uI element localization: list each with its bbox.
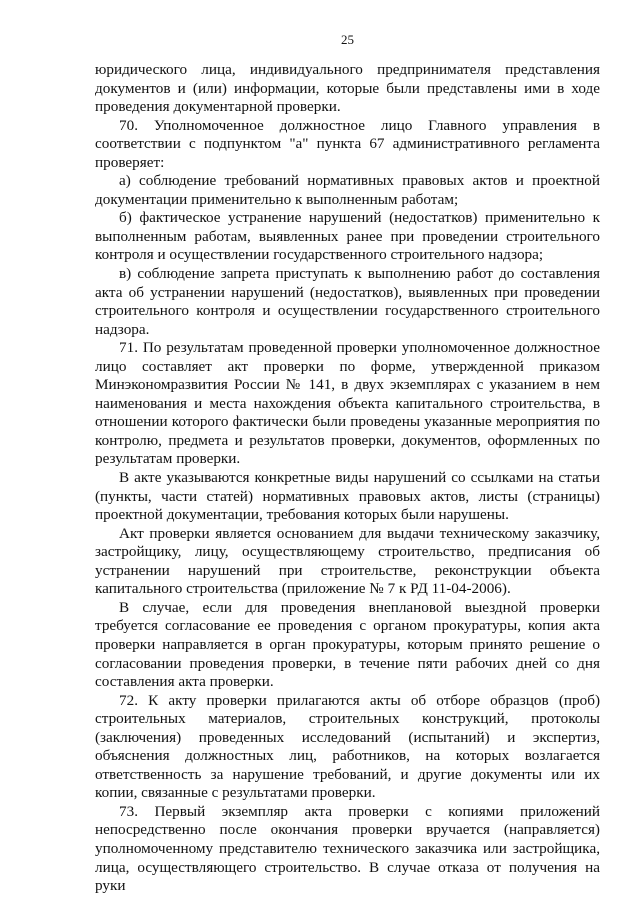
- paragraph-continuation: юридического лица, индивидуального предпринимателя представления документов и (или) информации, которые были представлены ими в ходе проведения документарной проверки.: [95, 61, 600, 116]
- document-body: [95, 61, 600, 896]
- paragraph-subitem-b: б) фактическое устранение нарушений (недостатков) применительно к выполненным работам, выявленных ранее при проведении строительного контроля и осуществлении государственного строительного надзора;: [95, 209, 600, 264]
- paragraph-prosecutor: В случае, если для проведения внеплановой выездной проверки требуется согласование ее проведения с органом прокуратуры, копия акта проверки направляется в орган прокуратуры, которым принято решение о согласовании проведения проверки, в течение пяти рабочих дней со дня составления акта проверки.: [95, 598, 600, 691]
- paragraph-basis: Акт проверки является основанием для выдачи техническому заказчику, застройщику, лицу, осуществляющему строительство, предписания об устранении нарушений при строительстве, реконструкции объекта капитального строительства (приложение № 7 к РД 11-04-2006).: [95, 524, 600, 598]
- paragraph-subitem-v: в) соблюдение запрета приступать к выполнению работ до составления акта об устранении нарушений (недостатков), выявленных при проведении строительного контроля и осуществлении государственного строительного надзора.: [95, 265, 600, 338]
- paragraph-subitem-a: а) соблюдение требований нормативных правовых актов и проектной документации применительно к выполненным работам;: [95, 172, 600, 208]
- paragraph-item-70: 70. Уполномоченное должностное лицо Главного управления в соответствии с подпунктом "а" пункта 67 административного регламента проверяет:: [95, 116, 600, 171]
- paragraph-item-73: 73. Первый экземпляр акта проверки с копиями приложений непосредственно после окончания проверки вручается (направляется) уполномоченному представителю технического заказчика или застройщика, лица, осуществляющего строительство. В случае отказа от получения на руки: [95, 802, 600, 895]
- paragraph-item-72: 72. К акту проверки прилагаются акты об отборе образцов (проб) строительных материалов, строительных конструкций, протоколы (заключения) проведенных исследований (испытаний) и экспертиз, объяснения должностных лиц, работников, на которых возлагается ответственность за нарушение требований, и другие документы или их копии, связанные с результатами проверки.: [95, 691, 600, 802]
- page-number: 25: [341, 32, 354, 47]
- paragraph-violations: В акте указываются конкретные виды нарушений со ссылками на статьи (пункты, части статей) нормативных правовых актов, листы (страницы) проектной документации, требования которых были нарушены.: [95, 469, 600, 524]
- paragraph-item-71: 71. По результатам проведенной проверки уполномоченное должностное лицо составляет акт проверки по форме, утвержденной приказом Минэкономразвития России № 141, в двух экземплярах с указанием в нем наименования и места нахождения объекта капитального строительства, в отношении которого фактически были проведены указанные мероприятия по контролю, предмета и результатов проверки, документов, оформленных по результатам проверки.: [95, 339, 600, 468]
